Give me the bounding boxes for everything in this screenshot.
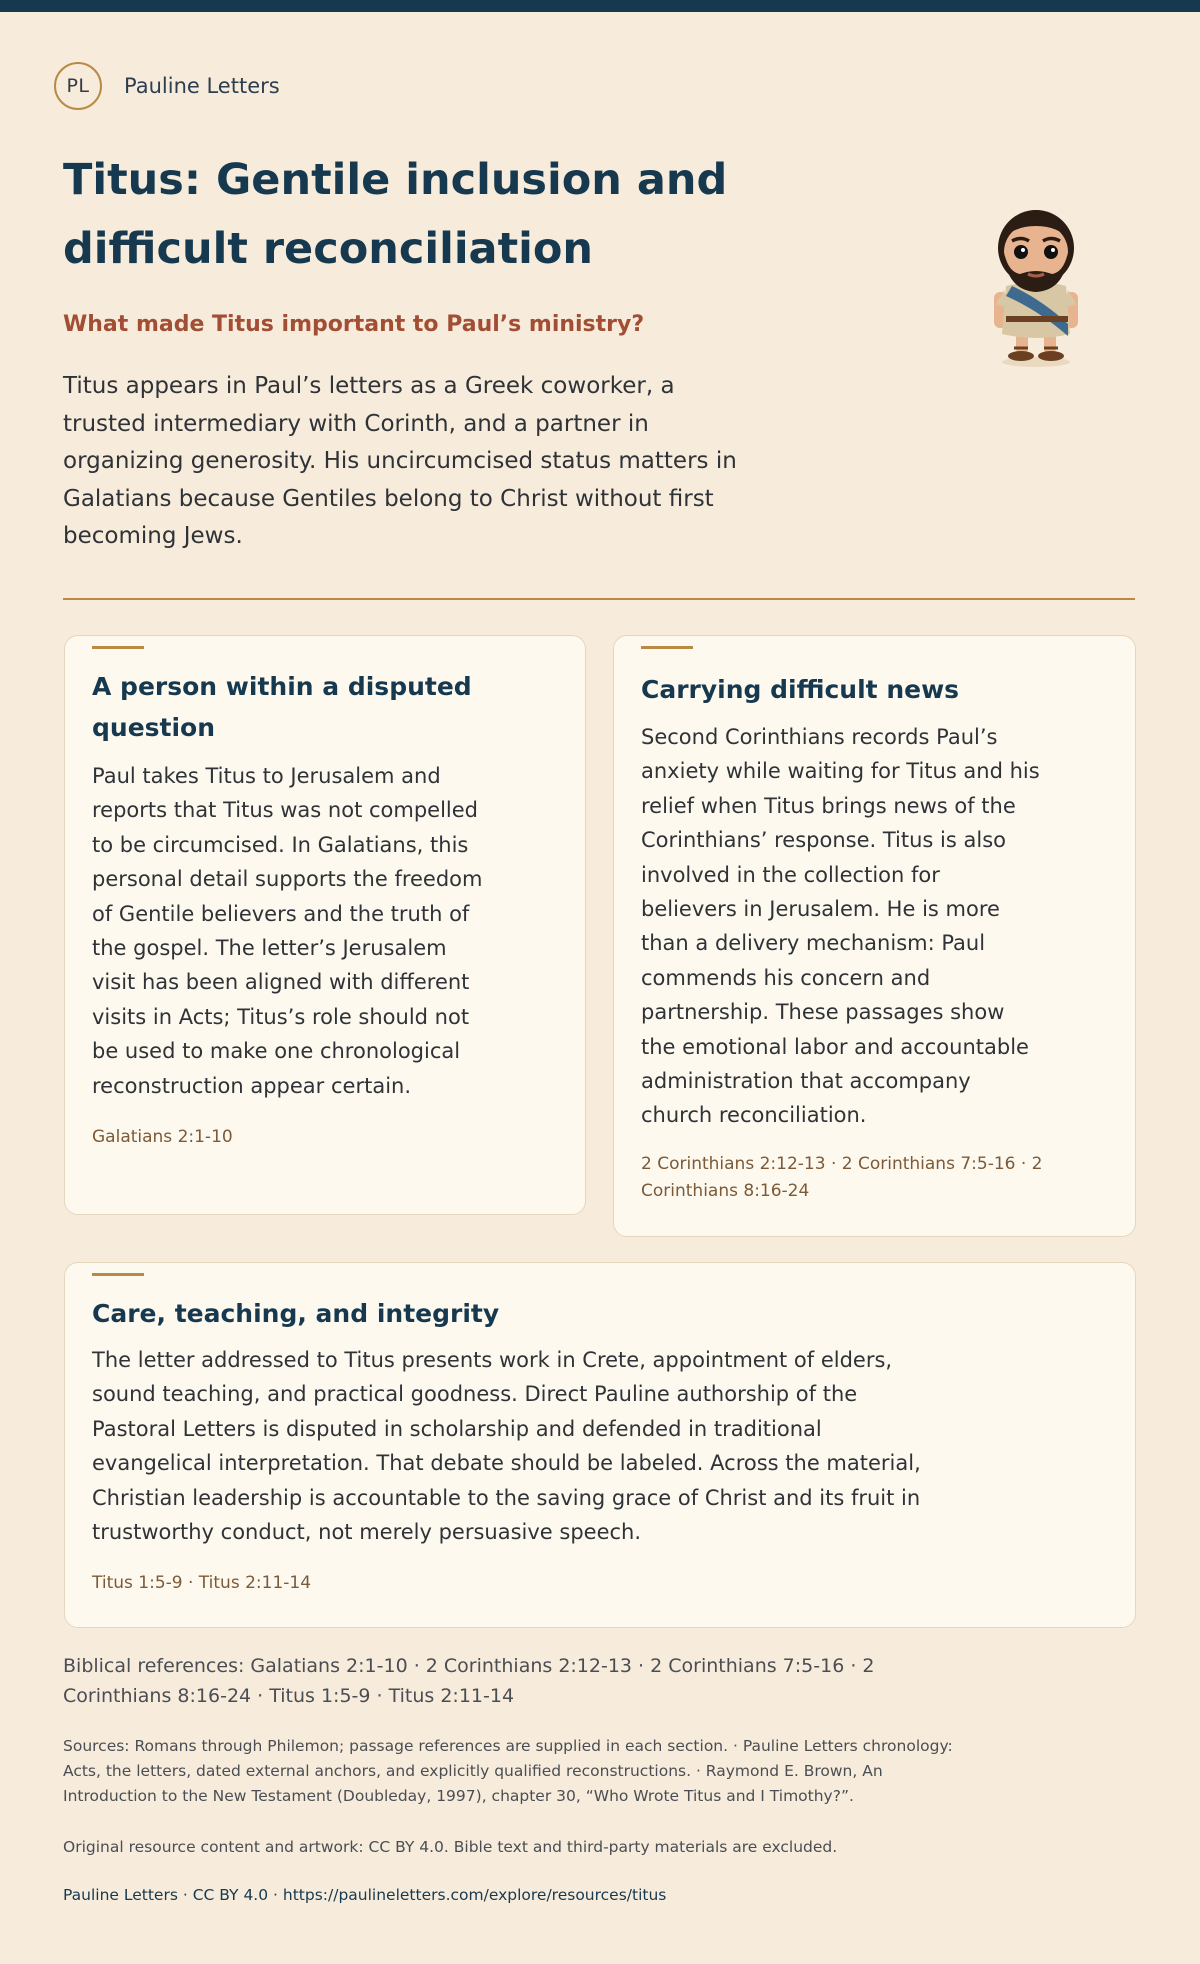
license-note: Original resource content and artwork: CC BY 4.0. Bible text and third-party materials are excluded. [63,1838,838,1856]
card-title: Care, teaching, and integrity [92,1299,500,1328]
card-text: Second Corinthians records Paul’s anxiety while waiting for Titus and his relief when Titus brings news of the Corinthians’ response. Titus is also involved in the collection for believers in Jerusalem. He is more than a delivery mechanism: Paul commends his concern and partnership. These passages show the emotional labor and accountable administration that accompany church reconciliation. [641,725,1040,1128]
card-accent-line [92,646,144,649]
card-references: 2 Corinthians 2:12-13 · 2 Corinthians 7:5-16 · 2 Corinthians 8:16-24 [641,1153,1043,1201]
card-difficult-news [613,635,1136,1237]
card-title: A person within a disputed question [92,672,472,742]
top-bar [0,0,1200,12]
card-title: Carrying difficult news [641,675,960,704]
article-question: What made Titus important to Paul’s ministry? [63,312,645,337]
article-intro: Titus appears in Paul’s letters as a Greek coworker, a trusted intermediary with Corinth, and a partner in organizing generosity. His uncircumcised status matters in Galatians because Gentiles belong to Christ without first becoming Jews. [63,373,737,549]
card-references: Galatians 2:1-10 [92,1127,233,1148]
card-disputed-question [64,635,586,1215]
sources-note: Sources: Romans through Philemon; passage references are supplied in each section. · Pauline Letters chronology: Acts, the letters, dated external anchors, and explicitly qualified reconstructions. · Raymond E. Brown, An Introduction to the New Testament (Doubleday, 1997), chapter 30, “Who Wrote Titus and I Timothy?”. [63,1737,953,1805]
card-text: The letter addressed to Titus presents work in Crete, appointment of elders, sound teaching, and practical goodness. Direct Pauline authorship of the Pastoral Letters is disputed in scholarship and defended in traditional evangelical interpretation. That debate should be labeled. Across the material, Christian leadership is accountable to the saving grace of Christ and its fruit in trustworthy conduct, not merely persuasive speech. [92,1348,921,1545]
card-references: Titus 1:5-9 · Titus 2:11-14 [92,1573,312,1594]
paul-figure-icon [972,200,1100,372]
card-accent-line [641,646,693,649]
card-care-teaching [64,1262,1136,1628]
section-divider [63,598,1135,600]
brand[interactable] [54,62,280,110]
brand-name[interactable]: Pauline Letters [124,74,280,98]
footer-line [63,1883,666,1907]
biblical-references: Biblical references: Galatians 2:1-10 · 2 Corinthians 2:12-13 · 2 Corinthians 7:5-16 · 2 Corinthians 8:16-24 · Titus 1:5-9 · Titus 2:11-14 [63,1655,875,1707]
card-accent-line [92,1273,144,1276]
resource-url-link[interactable]: https://paulineletters.com/explore/resources/titus [282,1886,667,1904]
footer-site-label: Pauline Letters · CC BY 4.0 · [63,1886,283,1904]
page-title: Titus: Gentile inclusion and difficult reconciliation [63,155,728,274]
brand-logo: PL [54,62,102,110]
card-text: Paul takes Titus to Jerusalem and reports that Titus was not compelled to be circumcised. In Galatians, this personal detail supports the freedom of Gentile believers and the truth of the gospel. The letter’s Jerusalem visit has been aligned with different visits in Acts; Titus’s role should not be used to make one chronological reconstruction appear certain. [92,764,483,1098]
